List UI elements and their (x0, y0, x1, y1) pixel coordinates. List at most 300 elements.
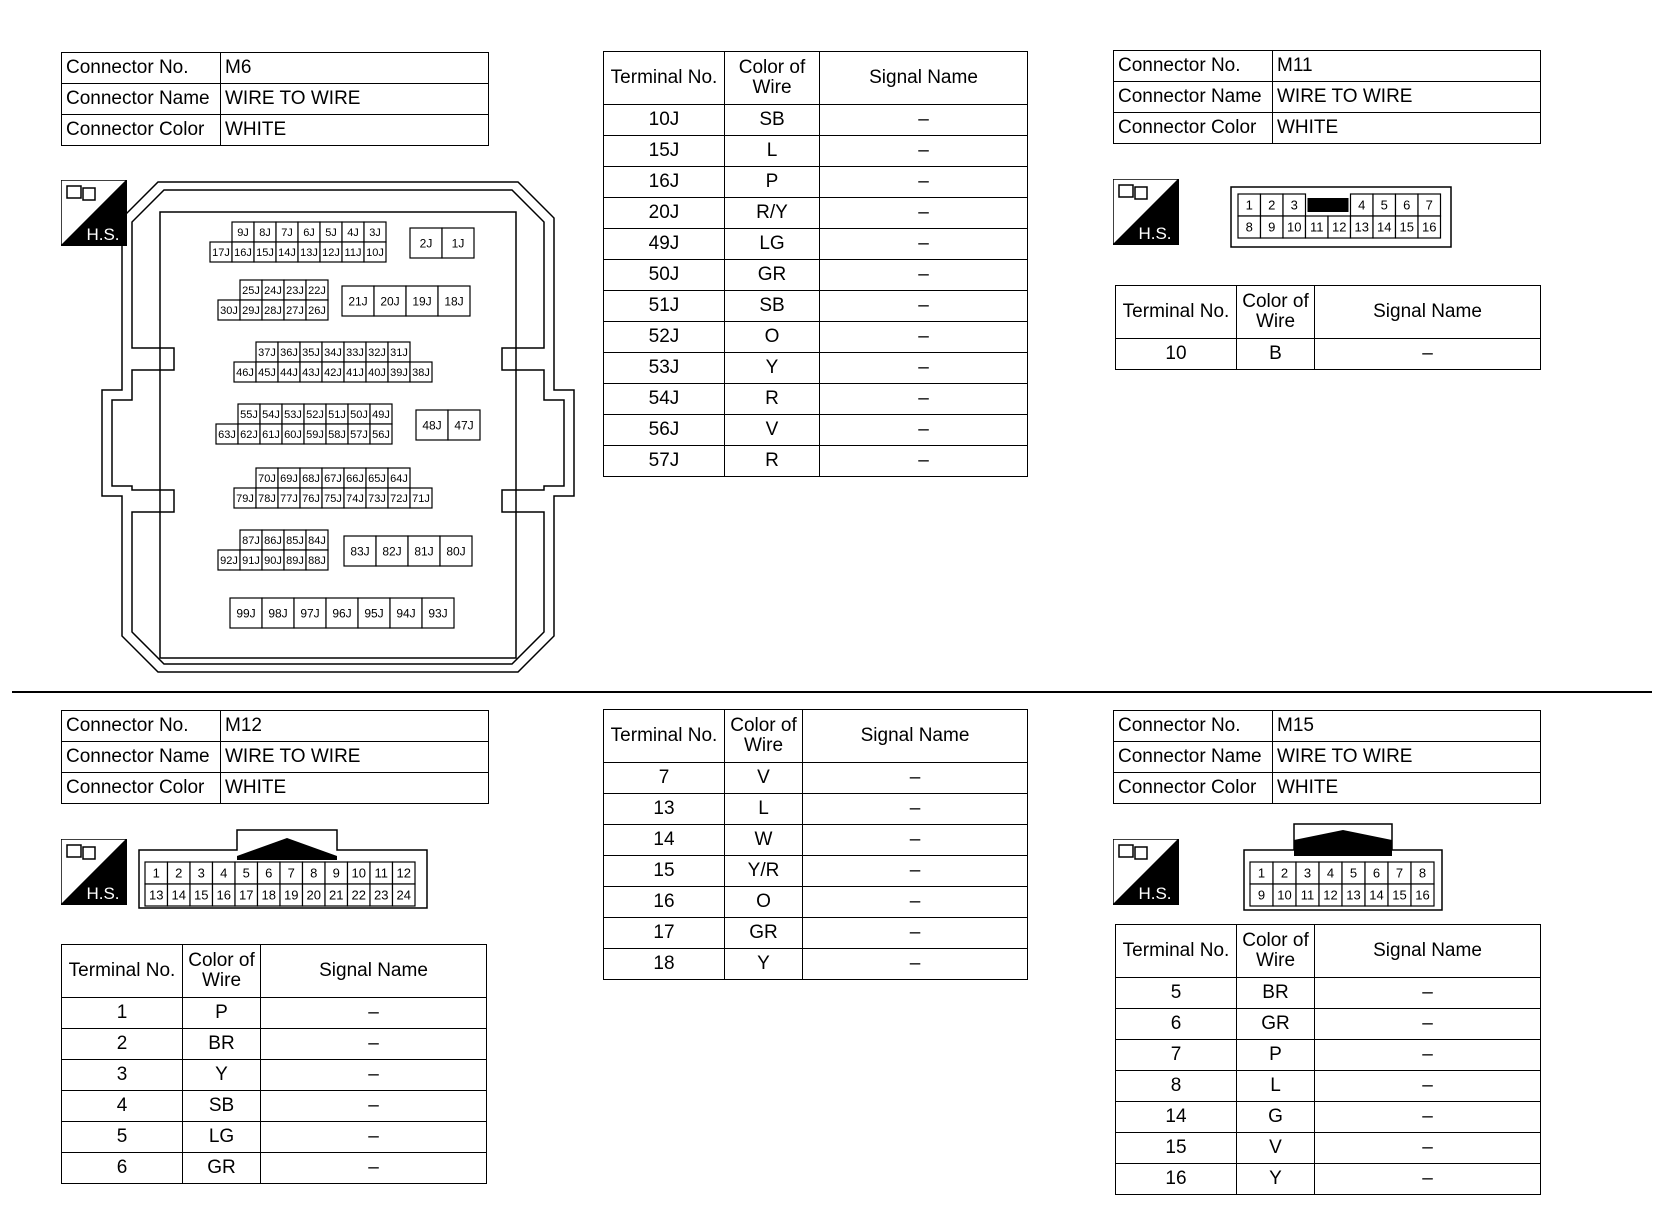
m6-pin-label: 88J (308, 554, 326, 567)
m12-pin-grid (145, 862, 415, 906)
color-of-wire-header: Color of Wire (1237, 286, 1315, 339)
table-row (604, 763, 1028, 794)
connector-name-label: Connector Name (62, 742, 221, 773)
connector-no-label: Connector No. (62, 53, 221, 84)
blank-cavity (1308, 198, 1349, 212)
m12-connector-face (137, 828, 429, 910)
terminal-no-header: Terminal No. (62, 945, 183, 998)
m11-connector-info (1113, 50, 1541, 144)
table-row (604, 136, 1028, 167)
pin-label: 2 (175, 865, 183, 881)
m6-pin-label: 31J (390, 346, 408, 359)
table-row (604, 446, 1028, 477)
m6-pin-label: 32J (368, 346, 386, 359)
table-row (604, 887, 1028, 918)
m6-pin-label: 82J (382, 544, 402, 559)
pin-label: 15 (1399, 219, 1414, 235)
m6-connector-face (98, 178, 578, 678)
signal-name-cell: – (820, 384, 1028, 415)
m6-pin-label: 49J (372, 408, 390, 421)
m6-terminal-table (603, 51, 1028, 477)
m6-pin-label: 68J (302, 472, 320, 485)
m6-pin-label: 51J (328, 408, 346, 421)
connector-color-label: Connector Color (1114, 113, 1273, 144)
wire-color-cell: GR (725, 918, 803, 949)
wire-color-cell: P (183, 998, 261, 1029)
signal-name-cell: – (1315, 1071, 1541, 1102)
wire-color-cell: Y (1237, 1164, 1315, 1195)
terminal-no-cell: 7 (1116, 1040, 1237, 1071)
signal-name-cell: – (261, 1029, 487, 1060)
connector-color-label: Connector Color (62, 115, 221, 146)
table-row (1116, 1009, 1541, 1040)
connector-color-value: WHITE (221, 773, 489, 804)
m6-pin-label: 97J (300, 606, 320, 621)
m6-pin-label: 5J (325, 226, 337, 239)
terminal-no-cell: 15J (604, 136, 725, 167)
signal-name-header: Signal Name (1315, 286, 1541, 339)
m6-pin-label: 1J (451, 236, 465, 251)
m6-pin-label: 30J (220, 304, 238, 317)
m6-pin-label: 16J (234, 246, 252, 259)
terminal-no-cell: 6 (62, 1153, 183, 1184)
m6-pin-label: 80J (446, 544, 466, 559)
m6-pin-label: 54J (262, 408, 280, 421)
signal-name-cell: – (261, 1122, 487, 1153)
table-row (1116, 339, 1541, 370)
pin-label: 2 (1268, 197, 1276, 213)
m6-cavity-grid (210, 222, 480, 628)
table-row (604, 949, 1028, 980)
signal-name-cell: – (820, 198, 1028, 229)
pin-label: 11 (1310, 219, 1324, 235)
m6-pin-label: 39J (390, 366, 408, 379)
pin-label: 24 (396, 887, 411, 903)
wire-color-cell: BR (183, 1029, 261, 1060)
terminal-no-cell: 16 (1116, 1164, 1237, 1195)
wire-color-cell: L (1237, 1071, 1315, 1102)
m12-connector-info (61, 710, 489, 804)
wire-color-cell: SB (725, 291, 820, 322)
m6-pin-label: 93J (428, 606, 448, 621)
table-row (1116, 1071, 1541, 1102)
hs-label: H.S. (86, 225, 120, 244)
table-row (62, 998, 487, 1029)
connector-name-value: WIRE TO WIRE (221, 742, 489, 773)
table-row (62, 1091, 487, 1122)
table-row (62, 1122, 487, 1153)
pin-label: 8 (1245, 219, 1253, 235)
m6-pin-label: 20J (380, 294, 400, 309)
terminal-no-cell: 16J (604, 167, 725, 198)
pin-label: 19 (284, 887, 299, 903)
connector-color-label: Connector Color (1114, 773, 1273, 804)
m6-pin-label: 26J (308, 304, 326, 317)
pin-label: 14 (171, 887, 186, 903)
m15-connector-info (1113, 710, 1541, 804)
signal-name-cell: – (820, 322, 1028, 353)
m6-pin-label: 15J (256, 246, 274, 259)
pin-label: 10 (351, 865, 366, 881)
signal-name-cell: – (803, 949, 1028, 980)
connector-name-value: WIRE TO WIRE (1273, 742, 1541, 773)
wire-color-cell: Y (725, 353, 820, 384)
m15-pin-grid (1250, 862, 1434, 906)
terminal-no-cell: 56J (604, 415, 725, 446)
m6-pin-label: 22J (308, 284, 326, 297)
terminal-no-cell: 20J (604, 198, 725, 229)
m6-pin-label: 89J (286, 554, 304, 567)
m6-pin-label: 38J (412, 366, 430, 379)
table-row (604, 918, 1028, 949)
m11-connector-face (1230, 186, 1452, 248)
m6-pin-label: 53J (284, 408, 302, 421)
signal-name-cell: – (803, 856, 1028, 887)
signal-name-cell: – (803, 763, 1028, 794)
m6-pin-label: 87J (242, 534, 260, 547)
hs-label: H.S. (1138, 224, 1172, 243)
pin-label: 23 (374, 887, 389, 903)
signal-name-cell: – (1315, 1040, 1541, 1071)
table-row (604, 105, 1028, 136)
m6-pin-label: 3J (369, 226, 381, 239)
table-row (62, 1153, 487, 1184)
m11-pin-grid (1238, 194, 1441, 238)
connector-no-label: Connector No. (62, 711, 221, 742)
signal-name-header: Signal Name (261, 945, 487, 998)
m6-pin-label: 79J (236, 492, 254, 505)
pin-label: 13 (149, 887, 164, 903)
m15-connector-face (1242, 822, 1444, 912)
signal-name-cell: – (803, 794, 1028, 825)
terminal-no-cell: 3 (62, 1060, 183, 1091)
pin-label: 17 (239, 887, 254, 903)
m12-hs-icon (61, 839, 127, 905)
m6-pin-label: 12J (322, 246, 340, 259)
m6-pin-label: 78J (258, 492, 276, 505)
terminal-no-cell: 4 (62, 1091, 183, 1122)
signal-name-header: Signal Name (803, 710, 1028, 763)
wire-color-cell: B (1237, 339, 1315, 370)
m6-pin-label: 34J (324, 346, 342, 359)
pin-label: 10 (1287, 219, 1302, 235)
signal-name-cell: – (803, 918, 1028, 949)
m6-pin-label: 65J (368, 472, 386, 485)
wire-color-cell: O (725, 322, 820, 353)
connector-name-value: WIRE TO WIRE (221, 84, 489, 115)
wire-color-cell: R (725, 384, 820, 415)
m6-pin-label: 37J (258, 346, 276, 359)
pin-label: 7 (287, 865, 295, 881)
m6-pin-label: 95J (364, 606, 384, 621)
m6-pin-label: 55J (240, 408, 258, 421)
m6-pin-label: 56J (372, 428, 390, 441)
wire-color-cell: Y (725, 949, 803, 980)
terminal-no-header: Terminal No. (1116, 286, 1237, 339)
m6-pin-label: 11J (344, 246, 362, 259)
connector-name-label: Connector Name (1114, 742, 1273, 773)
table-row (604, 415, 1028, 446)
m11-hs-icon (1113, 179, 1179, 245)
m6-pin-label: 6J (303, 226, 315, 239)
signal-name-cell: – (820, 415, 1028, 446)
wire-color-cell: O (725, 887, 803, 918)
terminal-no-cell: 15 (604, 856, 725, 887)
connector-no-value: M15 (1273, 711, 1541, 742)
m6-pin-label: 58J (328, 428, 346, 441)
pin-label: 14 (1377, 219, 1392, 235)
pin-label: 15 (194, 887, 209, 903)
terminal-no-cell: 13 (604, 794, 725, 825)
pin-label: 5 (1349, 865, 1358, 881)
m6-pin-label: 33J (346, 346, 364, 359)
table-row (1116, 1102, 1541, 1133)
pin-label: 1 (152, 865, 160, 881)
pin-label: 7 (1395, 865, 1404, 881)
connector-name-label: Connector Name (1114, 82, 1273, 113)
terminal-no-cell: 15 (1116, 1133, 1237, 1164)
m6-pin-label: 62J (240, 428, 258, 441)
terminal-no-cell: 16 (604, 887, 725, 918)
connector-no-value: M11 (1273, 51, 1541, 82)
color-of-wire-header: Color of Wire (1237, 925, 1315, 978)
color-of-wire-header: Color of Wire (725, 52, 820, 105)
color-of-wire-header: Color of Wire (725, 710, 803, 763)
m6-pin-label: 70J (258, 472, 276, 485)
m6-pin-label: 35J (302, 346, 320, 359)
pin-label: 6 (1403, 197, 1411, 213)
signal-name-cell: – (1315, 1164, 1541, 1195)
connector-no-label: Connector No. (1114, 51, 1273, 82)
m6-pin-label: 25J (242, 284, 260, 297)
pin-label: 7 (1425, 197, 1433, 213)
m6-pin-label: 76J (302, 492, 320, 505)
m6-pin-label: 47J (454, 418, 474, 433)
wire-color-cell: R/Y (725, 198, 820, 229)
m11-terminal-table (1115, 285, 1541, 370)
m6-pin-label: 10J (366, 246, 384, 259)
wire-color-cell: Y/R (725, 856, 803, 887)
pin-label: 18 (261, 887, 276, 903)
signal-name-cell: – (820, 353, 1028, 384)
pin-label: 2 (1280, 865, 1289, 881)
pin-label: 3 (1303, 865, 1312, 881)
table-row (604, 825, 1028, 856)
terminal-no-cell: 5 (62, 1122, 183, 1153)
hs-label: H.S. (86, 884, 120, 903)
wire-color-cell: SB (725, 105, 820, 136)
wire-color-cell: L (725, 794, 803, 825)
table-row (604, 167, 1028, 198)
wire-color-cell: LG (725, 229, 820, 260)
pin-label: 8 (1418, 865, 1427, 881)
m6-pin-label: 77J (280, 492, 298, 505)
pin-label: 1 (1257, 865, 1266, 881)
signal-name-cell: – (1315, 1102, 1541, 1133)
terminal-no-cell: 1 (62, 998, 183, 1029)
table-row (604, 322, 1028, 353)
table-row (604, 353, 1028, 384)
terminal-no-cell: 8 (1116, 1071, 1237, 1102)
table-row (62, 1029, 487, 1060)
m6-pin-label: 4J (347, 226, 359, 239)
terminal-no-header: Terminal No. (1116, 925, 1237, 978)
m6-pin-label: 66J (346, 472, 364, 485)
terminal-no-cell: 53J (604, 353, 725, 384)
pin-label: 14 (1369, 887, 1384, 903)
signal-name-cell: – (261, 1091, 487, 1122)
pin-label: 21 (329, 887, 344, 903)
wire-color-cell: GR (725, 260, 820, 291)
m6-pin-label: 48J (422, 418, 442, 433)
table-row (62, 1060, 487, 1091)
m6-pin-label: 9J (237, 226, 249, 239)
m6-pin-label: 46J (236, 366, 254, 379)
pin-label: 4 (220, 865, 228, 881)
signal-name-cell: – (820, 260, 1028, 291)
signal-name-header: Signal Name (820, 52, 1028, 105)
terminal-no-cell: 6 (1116, 1009, 1237, 1040)
m6-pin-label: 44J (280, 366, 298, 379)
wire-color-cell: G (1237, 1102, 1315, 1133)
m6-pin-label: 2J (419, 236, 433, 251)
m6-pin-label: 24J (264, 284, 282, 297)
color-of-wire-header: Color of Wire (183, 945, 261, 998)
wire-color-cell: V (725, 763, 803, 794)
pin-label: 11 (374, 865, 388, 881)
pin-label: 12 (396, 865, 411, 881)
table-row (604, 794, 1028, 825)
pin-label: 5 (242, 865, 250, 881)
wire-color-cell: GR (1237, 1009, 1315, 1040)
terminal-no-cell: 2 (62, 1029, 183, 1060)
m6-pin-label: 59J (306, 428, 324, 441)
pin-label: 15 (1392, 887, 1407, 903)
m6-pin-label: 7J (281, 226, 293, 239)
m6-pin-label: 73J (368, 492, 386, 505)
m6-pin-label: 67J (324, 472, 342, 485)
m15-hs-icon (1113, 839, 1179, 905)
m6-pin-label: 63J (218, 428, 236, 441)
m6-pin-label: 21J (348, 294, 368, 309)
terminal-no-cell: 7 (604, 763, 725, 794)
m6-pin-label: 71J (412, 492, 430, 505)
terminal-no-header: Terminal No. (604, 52, 725, 105)
wire-color-cell: Y (183, 1060, 261, 1091)
connector-color-value: WHITE (1273, 113, 1541, 144)
m6-pin-label: 69J (280, 472, 298, 485)
signal-name-cell: – (803, 825, 1028, 856)
connector-name-label: Connector Name (62, 84, 221, 115)
m6-pin-label: 40J (368, 366, 386, 379)
pin-label: 12 (1323, 887, 1338, 903)
m6-pin-label: 74J (346, 492, 364, 505)
m6-pin-label: 92J (220, 554, 238, 567)
m6-pin-label: 19J (412, 294, 432, 309)
pin-label: 9 (332, 865, 340, 881)
pin-label: 20 (306, 887, 321, 903)
pin-label: 9 (1257, 887, 1266, 903)
terminal-no-cell: 10J (604, 105, 725, 136)
connector-name-value: WIRE TO WIRE (1273, 82, 1541, 113)
signal-name-cell: – (1315, 1009, 1541, 1040)
table-row (1116, 1164, 1541, 1195)
signal-name-cell: – (1315, 978, 1541, 1009)
wire-color-cell: GR (183, 1153, 261, 1184)
terminal-no-cell: 54J (604, 384, 725, 415)
connector-color-value: WHITE (1273, 773, 1541, 804)
m6-pin-label: 72J (390, 492, 408, 505)
pin-label: 4 (1326, 865, 1335, 881)
wire-color-cell: SB (183, 1091, 261, 1122)
terminal-no-cell: 14 (1116, 1102, 1237, 1133)
table-row (604, 291, 1028, 322)
terminal-no-cell: 52J (604, 322, 725, 353)
wire-color-cell: BR (1237, 978, 1315, 1009)
m6-pin-label: 14J (278, 246, 296, 259)
signal-name-header: Signal Name (1315, 925, 1541, 978)
pin-label: 6 (265, 865, 273, 881)
m12-terminal-table (61, 944, 487, 1184)
m6-pin-label: 99J (236, 606, 256, 621)
connector-no-label: Connector No. (1114, 711, 1273, 742)
wire-color-cell: P (1237, 1040, 1315, 1071)
m6-pin-label: 45J (258, 366, 276, 379)
m6-pin-label: 85J (286, 534, 304, 547)
m6-pin-label: 64J (390, 472, 408, 485)
wire-color-cell: V (1237, 1133, 1315, 1164)
m6-pin-label: 83J (350, 544, 370, 559)
m6-pin-label: 17J (212, 246, 230, 259)
m6-connector-info (61, 52, 489, 146)
pin-label: 16 (1415, 887, 1430, 903)
table-row (1116, 1040, 1541, 1071)
terminal-no-cell: 49J (604, 229, 725, 260)
connector-no-value: M12 (221, 711, 489, 742)
terminal-no-cell: 10 (1116, 339, 1237, 370)
terminal-no-cell: 51J (604, 291, 725, 322)
m6-pin-label: 27J (286, 304, 304, 317)
m6-pin-label: 18J (444, 294, 464, 309)
m6-pin-label: 57J (350, 428, 368, 441)
signal-name-cell: – (1315, 1133, 1541, 1164)
wire-color-cell: V (725, 415, 820, 446)
pin-label: 9 (1268, 219, 1276, 235)
signal-name-cell: – (820, 446, 1028, 477)
pin-label: 6 (1372, 865, 1381, 881)
hs-label: H.S. (1138, 884, 1172, 903)
m12-terminal-table-continued (603, 709, 1028, 980)
m6-pin-label: 81J (414, 544, 434, 559)
m6-pin-label: 91J (242, 554, 260, 567)
terminal-no-cell: 5 (1116, 978, 1237, 1009)
m6-pin-label: 96J (332, 606, 352, 621)
m15-terminal-table (1115, 924, 1541, 1195)
pin-label: 16 (216, 887, 231, 903)
m6-pin-label: 23J (286, 284, 304, 297)
table-row (1116, 1133, 1541, 1164)
terminal-no-cell: 17 (604, 918, 725, 949)
signal-name-cell: – (261, 1153, 487, 1184)
m6-pin-label: 43J (302, 366, 320, 379)
m6-pin-label: 36J (280, 346, 298, 359)
terminal-no-header: Terminal No. (604, 710, 725, 763)
connector-color-value: WHITE (221, 115, 489, 146)
pin-label: 10 (1277, 887, 1292, 903)
signal-name-cell: – (1315, 339, 1541, 370)
terminal-no-cell: 57J (604, 446, 725, 477)
table-row (1116, 978, 1541, 1009)
